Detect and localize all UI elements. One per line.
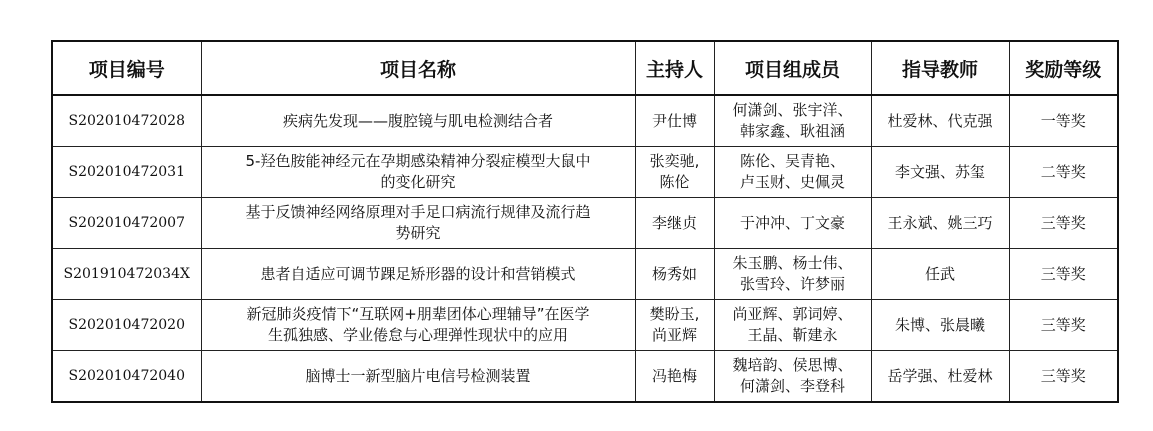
host-line: 李继贞 [651,213,697,232]
host-cell [635,249,714,300]
members-line: 魏培韵、侯思博、 [732,356,853,374]
project-name-cell [201,300,635,351]
advisor-cell [871,198,1009,249]
award-level-cell: 三等奖 [1009,249,1118,300]
project-name-cell [201,351,635,403]
host-line: 陈伦 [659,173,690,191]
project-name-line: 脑博士一新型脑片电信号检测装置 [305,366,531,385]
project-name-cell [201,147,635,198]
members-line: 卢玉财、史佩灵 [739,173,845,191]
project-code-cell: S202010472031 [52,147,201,198]
host-cell [635,95,714,147]
table-row [52,95,1118,147]
members-line: 韩家鑫、耿祖涵 [739,122,845,140]
advisor-line: 任武 [924,264,955,283]
advisor-cell [871,300,1009,351]
host-line: 张奕驰, [649,152,700,170]
project-name-line: 5-羟色胺能神经元在孕期感染精神分裂症模型大鼠中 [245,152,591,170]
project-name-line: 势研究 [395,224,441,242]
advisor-cell [871,351,1009,403]
award-level-cell: 一等奖 [1009,95,1118,147]
advisor-cell [871,147,1009,198]
advisor-line: 王永斌、姚三巧 [887,213,993,232]
members-cell [714,249,871,300]
project-name-line: 疾病先发现——腹腔镜与肌电检测结合者 [282,111,553,130]
project-code-cell: S202010472028 [52,95,201,147]
members-line: 何潇剑、张宇洋、 [732,101,853,119]
header-advisor: 指导教师 [871,41,1009,95]
project-name-line: 生孤独感、学业倦怠与心理弹性现状中的应用 [267,326,568,344]
header-host: 主持人 [635,41,714,95]
award-level-cell: 三等奖 [1009,300,1118,351]
members-line: 何潇剑、李登科 [739,377,845,395]
award-table-container [51,40,1119,403]
host-line: 尚亚辉 [651,326,697,344]
members-line: 于冲冲、丁文豪 [739,213,845,232]
members-cell [714,300,871,351]
table-row [52,351,1118,403]
advisor-cell [871,95,1009,147]
project-name-cell [201,249,635,300]
advisor-line: 朱博、张晨曦 [894,315,985,334]
project-code-cell: S202010472007 [52,198,201,249]
host-cell [635,147,714,198]
project-name-cell [201,198,635,249]
header-members: 项目组成员 [714,41,871,95]
members-cell [714,95,871,147]
advisor-cell [871,249,1009,300]
project-name-line: 基于反馈神经网络原理对手足口病流行规律及流行趋 [245,203,591,221]
host-cell [635,351,714,403]
table-row [52,147,1118,198]
award-level-cell: 三等奖 [1009,351,1118,403]
project-name-line: 的变化研究 [380,173,456,191]
header-award-level: 奖励等级 [1009,41,1118,95]
host-line: 冯艳梅 [651,366,697,385]
table-row [52,249,1118,300]
members-line: 王晶、靳建永 [747,326,838,344]
members-line: 尚亚辉、郭词婷、 [732,305,853,323]
advisor-line: 杜爱林、代克强 [887,111,993,130]
project-name-line: 患者自适应可调节踝足矫形器的设计和营销模式 [260,264,576,283]
award-level-cell: 二等奖 [1009,147,1118,198]
advisor-line: 岳学强、杜爱林 [887,366,993,385]
project-name-cell [201,95,635,147]
host-line: 杨秀如 [651,264,697,283]
members-line: 陈伦、吴青艳、 [739,152,845,170]
header-project-code: 项目编号 [52,41,201,95]
members-cell [714,147,871,198]
project-code-cell: S202010472020 [52,300,201,351]
project-name-line: 新冠肺炎疫情下“互联网+朋辈团体心理辅导”在医学 [246,305,590,323]
members-cell [714,198,871,249]
members-cell [714,351,871,403]
project-code-cell: S201910472034X [52,249,201,300]
host-line: 樊盼玉, [649,305,700,323]
project-code-cell: S202010472040 [52,351,201,403]
members-line: 朱玉鹏、杨士伟、 [732,254,853,272]
award-level-cell: 三等奖 [1009,198,1118,249]
host-cell [635,300,714,351]
award-table [51,40,1119,403]
table-header-row [52,41,1118,95]
table-row [52,198,1118,249]
header-project-name: 项目名称 [201,41,635,95]
advisor-line: 李文强、苏玺 [894,162,985,181]
members-line: 张雪玲、许梦丽 [739,275,845,293]
table-row [52,300,1118,351]
host-cell [635,198,714,249]
host-line: 尹仕博 [651,111,697,130]
